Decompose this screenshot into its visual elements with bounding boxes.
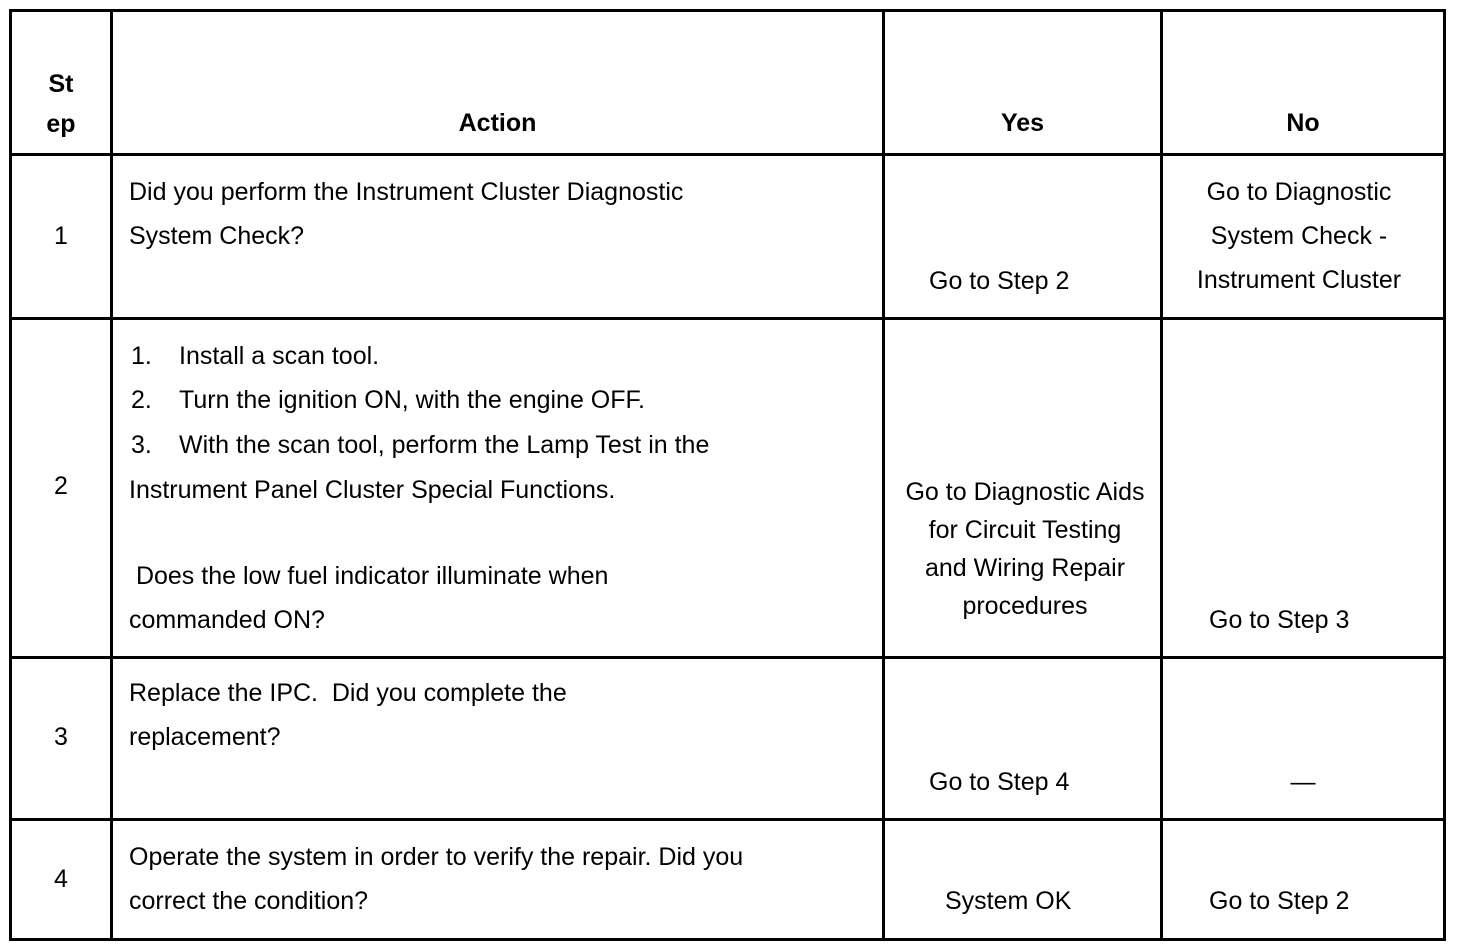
- row2-yes-line1: Go to Diagnostic Aids: [905, 478, 1145, 506]
- row2-question-line1: Does the low fuel indicator illuminate when: [129, 562, 609, 590]
- row2-yes-line2: for Circuit Testing: [928, 516, 1122, 544]
- row2-no: Go to Step 3: [1209, 606, 1350, 634]
- row4-action-line2: correct the condition?: [129, 887, 369, 915]
- row4-step: 4: [54, 865, 68, 893]
- header-step: [12, 64, 110, 144]
- row2-action-step1-num: 1.: [131, 342, 152, 370]
- header-yes: Yes: [1000, 109, 1045, 137]
- table-border-right: [1443, 9, 1446, 941]
- row1-no-line1: Go to Diagnostic: [1206, 178, 1392, 206]
- header-no: No: [1286, 109, 1320, 137]
- row3-action-line2: replacement?: [129, 723, 281, 751]
- row2-step: 2: [54, 472, 68, 500]
- row2-yes: [885, 473, 1165, 625]
- row2-action-step3-text: With the scan tool, perform the Lamp Test in the: [179, 431, 710, 459]
- table-border-top: [9, 9, 1446, 12]
- table-border-bottom: [9, 938, 1446, 941]
- row2-action-step3: [131, 423, 709, 467]
- row4-action-line1: Operate the system in order to verify the repair. Did you: [129, 843, 744, 871]
- row2-action-step2-text: Turn the ignition ON, with the engine OFF.: [179, 386, 645, 414]
- row2-action-step1: [131, 334, 379, 378]
- row3-no: —: [1290, 768, 1316, 796]
- row2-action-step2: [131, 378, 645, 422]
- row-divider-1: [9, 317, 1446, 320]
- header-action: Action: [458, 109, 537, 137]
- row3-yes: Go to Step 4: [929, 768, 1070, 796]
- row3-action-line1: Replace the IPC. Did you complete the: [129, 679, 567, 707]
- row2-action-step1-text: Install a scan tool.: [179, 342, 380, 370]
- diagnostic-table: [9, 9, 1445, 941]
- row2-action-step2-num: 2.: [131, 386, 152, 414]
- row1-no-line2: System Check -: [1210, 222, 1388, 250]
- row1-no: [1163, 170, 1435, 302]
- header-step-line1: St: [48, 70, 74, 98]
- row-divider-2: [9, 656, 1446, 659]
- row1-step: 1: [54, 222, 68, 250]
- header-step-line2: ep: [46, 110, 76, 138]
- row2-yes-line3: and Wiring Repair: [924, 554, 1126, 582]
- col-divider-step: [110, 9, 113, 941]
- row2-question-line2: commanded ON?: [129, 606, 325, 634]
- row-divider-3: [9, 818, 1446, 821]
- header-divider: [9, 153, 1446, 156]
- row1-action-line2: System Check?: [129, 222, 305, 250]
- row1-yes: Go to Step 2: [929, 267, 1070, 295]
- row4-no: Go to Step 2: [1209, 887, 1350, 915]
- row2-yes-line4: procedures: [962, 592, 1088, 620]
- row1-no-line3: Instrument Cluster: [1196, 266, 1402, 294]
- row4-yes: System OK: [945, 887, 1072, 915]
- row1-action-line1: Did you perform the Instrument Cluster Diagnostic: [129, 178, 684, 206]
- row3-step: 3: [54, 723, 68, 751]
- row2-action-continuation: Instrument Panel Cluster Special Functions.: [129, 476, 616, 504]
- row2-action-step3-num: 3.: [131, 431, 152, 459]
